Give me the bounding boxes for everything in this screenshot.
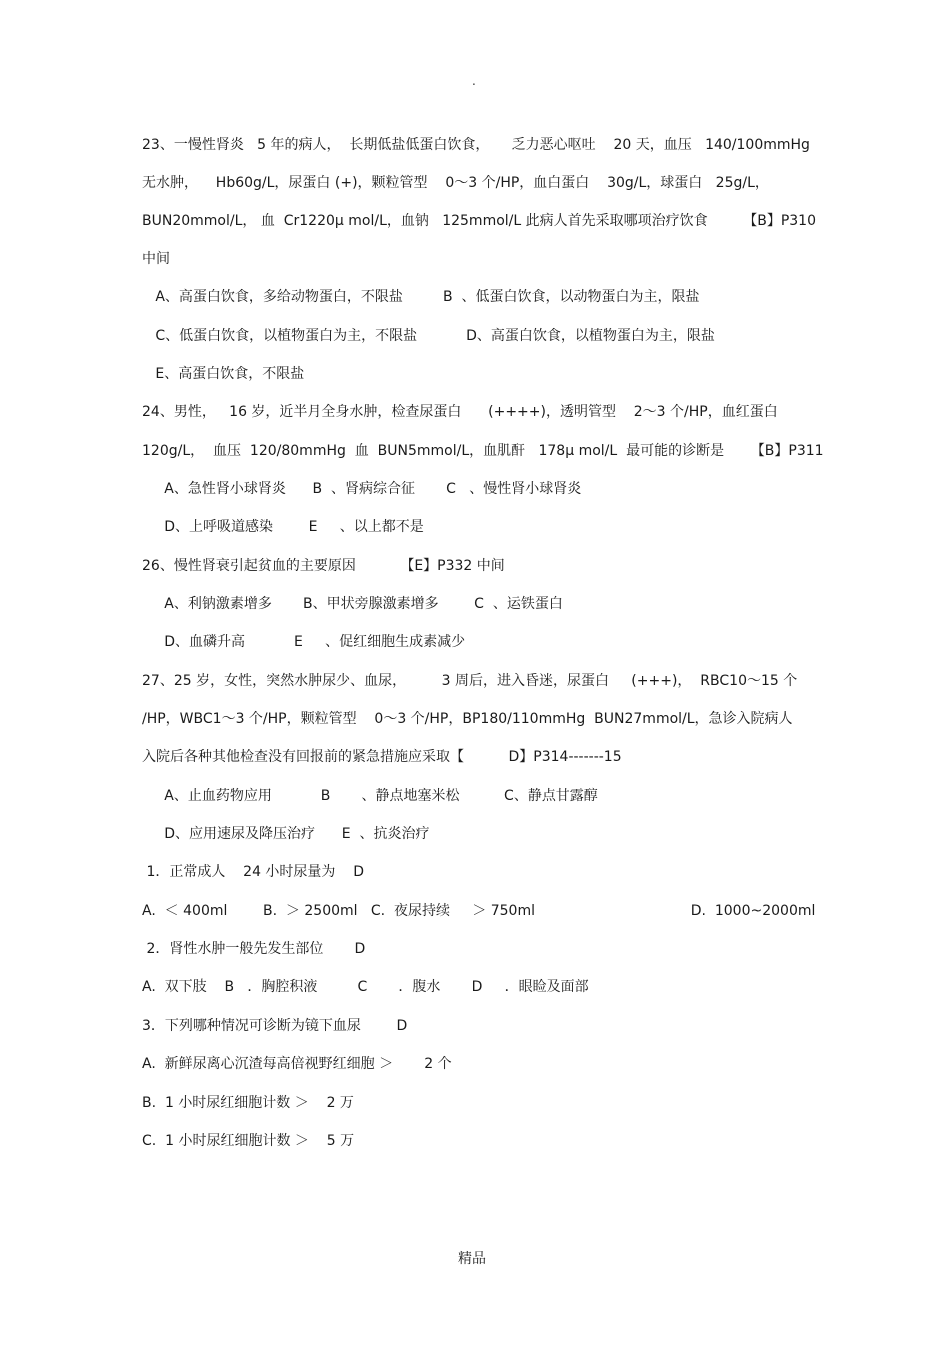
header-mark: . bbox=[472, 74, 476, 88]
text-line: B. 1 小时尿红细胞计数 ＞ 2 万 bbox=[142, 1095, 354, 1111]
text-line: 27、25 岁，女性，突然水肿尿少、血尿， 3 周后，进入昏迷，尿蛋白 (+++)， RBC10～15 个 bbox=[142, 673, 798, 689]
text-line: D、应用速尿及降压治疗 E 、抗炎治疗 bbox=[142, 826, 430, 842]
text-line: A、止血药物应用 B 、静点地塞米松 C、静点甘露醇 bbox=[142, 788, 598, 804]
text-line: 3．下列哪种情况可诊断为镜下血尿 D bbox=[142, 1018, 408, 1034]
text-line: 24、男性， 16 岁，近半月全身水肿，检查尿蛋白 (++++)，透明管型 2～3 个/HP，血红蛋白 bbox=[142, 404, 778, 420]
text-line: E、高蛋白饮食，不限盐 bbox=[142, 366, 305, 382]
text-line: BUN20mmol/L， 血 Cr1220μ mol/L，血钠 125mmol/L 此病人首先采取哪项治疗饮食 【B】P310 bbox=[142, 213, 817, 229]
text-line: 中间 bbox=[142, 251, 170, 267]
text-line: A. 双下肢 B ．胸腔积液 C ．腹水 D ．眼睑及面部 bbox=[142, 979, 589, 995]
text-line: D、血磷升高 E 、促红细胞生成素减少 bbox=[142, 634, 466, 650]
text-line: 2．肾性水肿一般先发生部位 D bbox=[142, 941, 366, 957]
text-line: C. 1 小时尿红细胞计数 ＞ 5 万 bbox=[142, 1133, 355, 1149]
text-line: C、低蛋白饮食，以植物蛋白为主，不限盐 D、高蛋白饮食，以植物蛋白为主，限盐 bbox=[142, 328, 715, 344]
text-line: 入院后各种其他检查没有回报前的紧急措施应采取【 D】P314-------15 bbox=[142, 749, 622, 765]
text-line: /HP，WBC1～3 个/HP，颗粒管型 0～3 个/HP，BP180/110mmHg BUN27mmol/L，急诊入院病人 bbox=[142, 711, 793, 727]
text-line: 1．正常成人 24 小时尿量为 D bbox=[142, 864, 365, 880]
footer-text: 精品 bbox=[458, 1251, 486, 1267]
text-line: 26、慢性肾衰引起贫血的主要原因 【E】P332 中间 bbox=[142, 558, 505, 574]
text-line: 120g/L， 血压 120/80mmHg 血 BUN5mmol/L，血肌酐 178μ mol/L 最可能的诊断是 【B】P311 bbox=[142, 443, 824, 459]
text-line: 23、一慢性肾炎 5 年的病人， 长期低盐低蛋白饮食， 乏力恶心呕吐 20 天，血压 140/100mmHg bbox=[142, 137, 810, 153]
text-line: A. ＜ 400ml B. ＞ 2500ml C. 夜尿持续 ＞ 750ml D. 1000~2000ml bbox=[142, 903, 816, 919]
text-line: D、上呼吸道感染 E 、以上都不是 bbox=[142, 519, 424, 535]
text-line: A、高蛋白饮食，多给动物蛋白，不限盐 B 、低蛋白饮食，以动物蛋白为主，限盐 bbox=[142, 289, 700, 305]
text-line: A、利钠激素增多 B、甲状旁腺激素增多 C 、运铁蛋白 bbox=[142, 596, 563, 612]
text-line: A. 新鲜尿离心沉渣每高倍视野红细胞 ＞ 2 个 bbox=[142, 1056, 452, 1072]
text-line: 无水肿， Hb60g/L，尿蛋白 (+)，颗粒管型 0～3 个/HP，血白蛋白 30g/L，球蛋白 25g/L， bbox=[142, 175, 769, 191]
text-line: A、急性肾小球肾炎 B 、肾病综合征 C 、慢性肾小球肾炎 bbox=[142, 481, 582, 497]
